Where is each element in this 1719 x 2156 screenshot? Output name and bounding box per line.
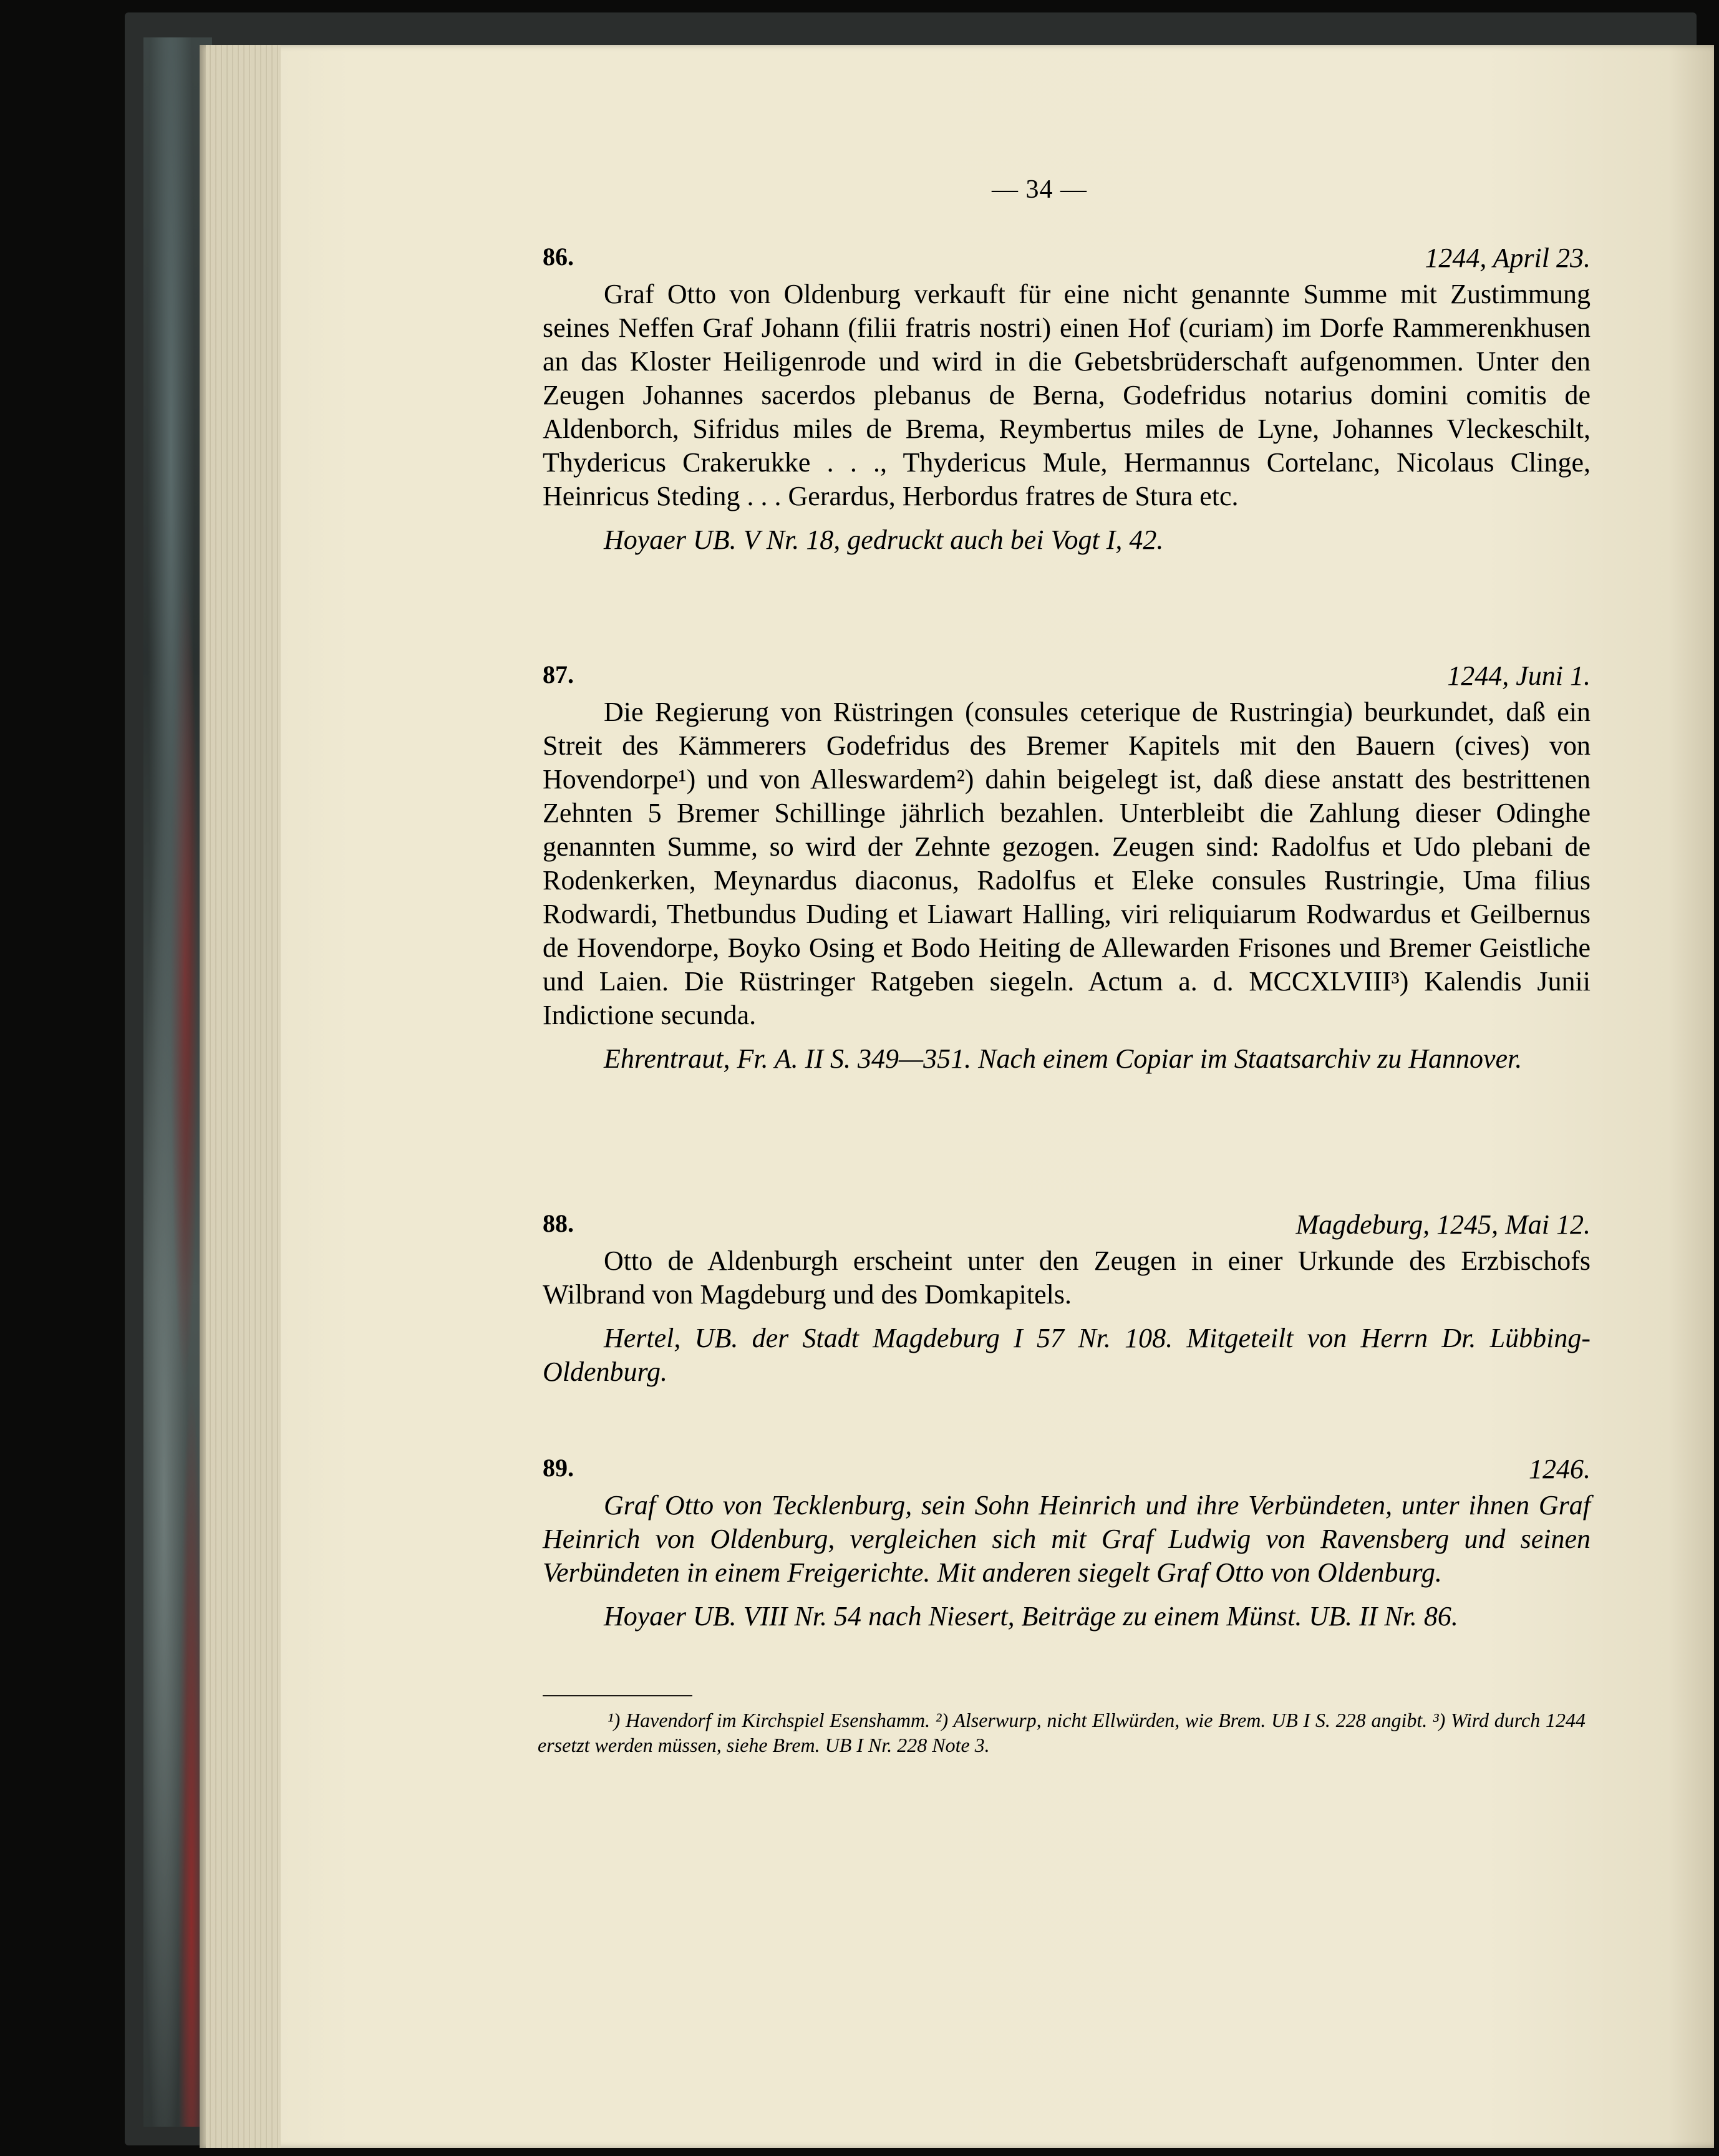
entry-date: 1246. — [1529, 1454, 1591, 1484]
page-number: — 34 — — [992, 175, 1087, 204]
entry-88 — [543, 1209, 1591, 1389]
entry-text: Graf Otto von Tecklenburg, sein Sohn Heinrich und ihre Verbündeten, unter ihnen Graf Heinrich von Oldenburg, vergleichen sich mit Graf Ludwig von Ravensberg und seinen Verbündeten in einem Freigerichte. Mit anderen siegelt Graf Otto von Oldenburg. — [543, 1490, 1591, 1588]
entry-number: 86. — [543, 243, 574, 271]
footnote-rule — [543, 1695, 692, 1696]
entry-86 — [543, 242, 1591, 557]
entry-87 — [543, 660, 1591, 1076]
page-edges — [206, 45, 281, 2148]
entry-text: Die Regierung von Rüstringen (consules ceterique de Rustringia) beurkundet, daß ein Streit des Kämmerers Godefridus des Bremer Kapitels mit den Bauern (cives) von Hovendorpe¹) und von Alleswardem²) dahin beigelegt ist, daß diese anstatt des bestrittenen Zehnten 5 Bremer Schillinge jährlich bezahlen. Unterbleibt die Zahlung dieser Odinghe genannten Summe, so wird der Zehnte gezogen. Zeugen sind: Radolfus et Udo plebani de Rodenkerken, Meynardus diaconus, Radolfus et Eleke consules Rustringie, Uma filius Rodwardi, Thetbundus Duding et Liawart Halling, viri reliquiarum Rodwardus et Geilbernus de Hovendorpe, Boyko Osing et Bodo Heiting de Allewarden Frisones und Bremer Geistliche und Laien. Die Rüstringer Ratgeben siegeln. Actum a. d. MCCXLVIII³) Kalendis Junii Indictione secunda. — [543, 697, 1591, 1030]
entry-text: Otto de Aldenburgh erscheint unter den Zeugen in einer Urkunde des Erzbischofs Wilbrand von Magdeburg und des Domkapitels. — [543, 1245, 1591, 1310]
footnotes: ¹) Havendorf im Kirchspiel Esenshamm. ²) Alserwurp, nicht Ellwürden, wie Brem. UB I S. 228 angibt. ³) Wird durch 1244 ersetzt werden müssen, siehe Brem. UB I Nr. 228 Note 3. — [538, 1709, 1586, 1756]
entry-date: Magdeburg, 1245, Mai 12. — [1295, 1209, 1591, 1240]
entry-number: 87. — [543, 660, 574, 689]
entry-text: Graf Otto von Oldenburg verkauft für eine nicht genannte Summe mit Zustimmung seines Neffen Graf Johann (filii fratris nostri) einen Hof (curiam) im Dorfe Rammerenkhusen an das Kloster Heiligenrode und wird in die Gebetsbrüderschaft aufgenommen. Unter den Zeugen Johannes sacerdos plebanus de Berna, Godefridus notarius domini comitis de Aldenborch, Sifridus miles de Brema, Reymbertus miles de Lyne, Johannes Vleckeschilt, Thydericus Crakerukke . . ., Thydericus Mule, Hermannus Cortelanc, Nicolaus Clinge, Heinricus Steding . . . Gerardus, Herbordus fratres de Stura etc. — [543, 279, 1591, 511]
entry-number: 88. — [543, 1209, 574, 1237]
entry-source: Ehrentraut, Fr. A. II S. 349—351. Nach einem Copiar im Staatsarchiv zu Hannover. — [604, 1043, 1523, 1074]
entry-89 — [543, 1453, 1591, 1633]
entry-date: 1244, April 23. — [1425, 243, 1591, 273]
entry-number: 89. — [543, 1454, 574, 1482]
entry-source: Hertel, UB. der Stadt Magdeburg I 57 Nr. 108. Mitgeteilt von Herrn Dr. Lübbing-Oldenburg. — [543, 1323, 1591, 1387]
entry-source: Hoyaer UB. VIII Nr. 54 nach Niesert, Beiträge zu einem Münst. UB. II Nr. 86. — [604, 1601, 1458, 1632]
entry-source: Hoyaer UB. V Nr. 18, gedruckt auch bei Vogt I, 42. — [604, 524, 1164, 555]
entry-date: 1244, Juni 1. — [1447, 660, 1591, 691]
